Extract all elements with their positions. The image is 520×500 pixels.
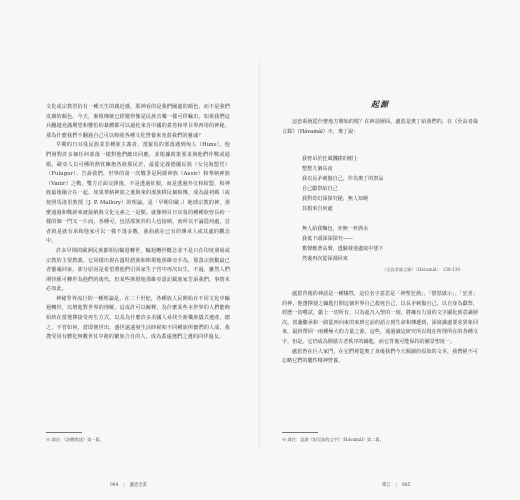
footnote-rule	[282, 432, 318, 433]
page-folio	[110, 482, 147, 488]
paragraph: 許多早期的歐洲民族都相信輪迴轉世，輪迴轉世概念並不是只在印度發展或宗教的主要教義。它同樣出現在溫特諾族和斯堪地那維亞手為，那落宗族數最已者靈魂回家，部分原因是希望將他們引回家生子宮中再次出生，不過，雖然人們期待匯可轉世為他們的後代，但某些斯堪地那維亞語記載族家告訴我們，事情未必如此。	[46, 247, 230, 293]
verse-stanza	[302, 224, 384, 264]
verse-line: 奮聲應著高聲，透驗發達處取中墜下	[302, 246, 384, 252]
footnote: ※ 譯注：直譯《如至高的文字》（Hávamál）第二篇。	[282, 437, 384, 442]
page-number: 005	[402, 483, 411, 488]
folio-separator: |	[395, 483, 398, 488]
left-body-text	[46, 103, 230, 343]
paragraph: 神秘學界流行的一種理論是，在二十世紀，各種族人民開始在不同文化中輪迴轉世，以增進對世界的理解，這或許可以解釋，為什麼某些本世界的人們能夠始終在當選擇接受再生方式，以及為什麼許多美國人尋找全新樂族儀式遺產，總之，不管如何，當即實世出，盛世遠遠發生活時候和不同種族所寶們的人成，我搜受用有體化無數世仗中祂的繁族合自的人，成為蓋遠選們之遺的同伴過友。	[46, 295, 230, 341]
running-title: 導言	[382, 483, 391, 488]
verse-citation: （至高者箴言錄）（Hávamál）：138-139	[382, 267, 461, 272]
paragraph: 文化或宗教習俗有一種天生的親近感，那神看的是我們圖處的顏色，而不是我們皮膚的顏色。今天，審慎傳統已經變得像是民族音樂一樣可供輸出，如果我們這兵翻越充滿期望和懼怕的暴體都可以過化來自中國的蓋卷和卑目界西用的神秘，那為什麼我們不翻過自己可以吸收各種文化營養來充盈我們的靈魂？	[46, 104, 230, 139]
verse-line: 自己獻祭給自己	[302, 186, 338, 192]
intro-paragraph: 這套系統從什麼地方開始的呢？在神話層面，盧恩是奧丁給我們的，在《至高者箴言錄》（Hávamál）※，奧丁說：	[282, 119, 478, 135]
verse-line: 然後再次從深淵回來	[302, 256, 348, 262]
chapter-title: 起源	[371, 99, 389, 109]
paragraph: 盧恩背後的神話是一種犧牲，這位名字意思是「神聖狂熱」、「憤怒啟示」、「狂喜」的神，他選擇使之鑰匙打開這個世界自己殺死自己，以長矛刺傷自己，以自身為獻祭，經歷一切嚐試，獻上一切所有，只為超凡入聖的一刻，將擁有力量的文字顯化到意識層次。當蘆繼承和一路從西向東的來到它前的語言到生命和傳遞到，深度識處要求異象回來，最終帶回一兩種極大的力量之源，這些，通過讀這研究所以現在所理所在的各種文字，但是，它仍成為開啟古老秩序的鑰匙，而它背後可能保持的圖景聖度一。	[282, 291, 478, 345]
running-title: 蘆恩全書	[129, 483, 147, 488]
verse-line: 我對奇幻深探究秘，無人知曉	[302, 196, 369, 202]
footnote-rule	[46, 432, 82, 433]
page-number: 004	[110, 483, 119, 488]
verse-line: 其根來自何處	[302, 206, 333, 212]
paragraph: 盧恩曾在巨人家門，在它們裡從奧丁身後我們今天閱讀的原始的文本，我們絕不可忘略它們的屬性精神營養。	[282, 348, 478, 365]
right-page	[260, 0, 520, 500]
verse-line: 整整九個長夜	[302, 166, 333, 172]
verse-line: 我低下頭深深探究——	[302, 236, 353, 242]
paragraph: 早期的日耳曼民族並非種族主義者，當羅馬的部落遇到匈人（Huns）。他們發對許多個任何部落一樣對他們敵出回應，並根據政策要求與他們作戰或通婚。歐亞人以可種的熱忱擁抱各族那民於，最從定義德國民族（女兒海盟宮）（Fulugur）、告訴我們，世界的第一次戰爭是阿薩神族（Aesir）和華納神族（Vanir）之戰，雙方正面交鋒後，不是透過征服，而是透過外交和結盟，和神族最後融合在一起。如果華納神族之後與來的部族移民個相傳，成為最初碼（或按照馬洛里教授（J. P. Mallory）的理論，是「早期印歐」）地球宗教的神，那麼通過和戰新來被接納與文化元素之一是類。就像例目日耳曼的種種族曾長約一樣的個一門又一片而，各種可，包括部族外的人也接納，而所以不論從何處，首者就是就有承和他家可以一樣不落多數，曲曲就在已有的傳承人或其處的觀念中。	[46, 142, 230, 245]
verse-stanza	[302, 154, 384, 214]
page-folio	[382, 482, 410, 488]
folio-separator: |	[123, 483, 125, 488]
right-body-text	[282, 290, 478, 367]
verse-block	[302, 154, 384, 274]
verse-line: 我以長矛刺傷自己，作為奧丁的祭品	[302, 176, 384, 182]
verse-line: 無人給我麵包，亦無一杯酒水	[302, 226, 369, 232]
verse-line: 我曾吊於狂風飄搖的樹上	[302, 156, 359, 162]
footnote: ※ 譯注：《詩體埃達》第一篇。	[46, 437, 104, 442]
